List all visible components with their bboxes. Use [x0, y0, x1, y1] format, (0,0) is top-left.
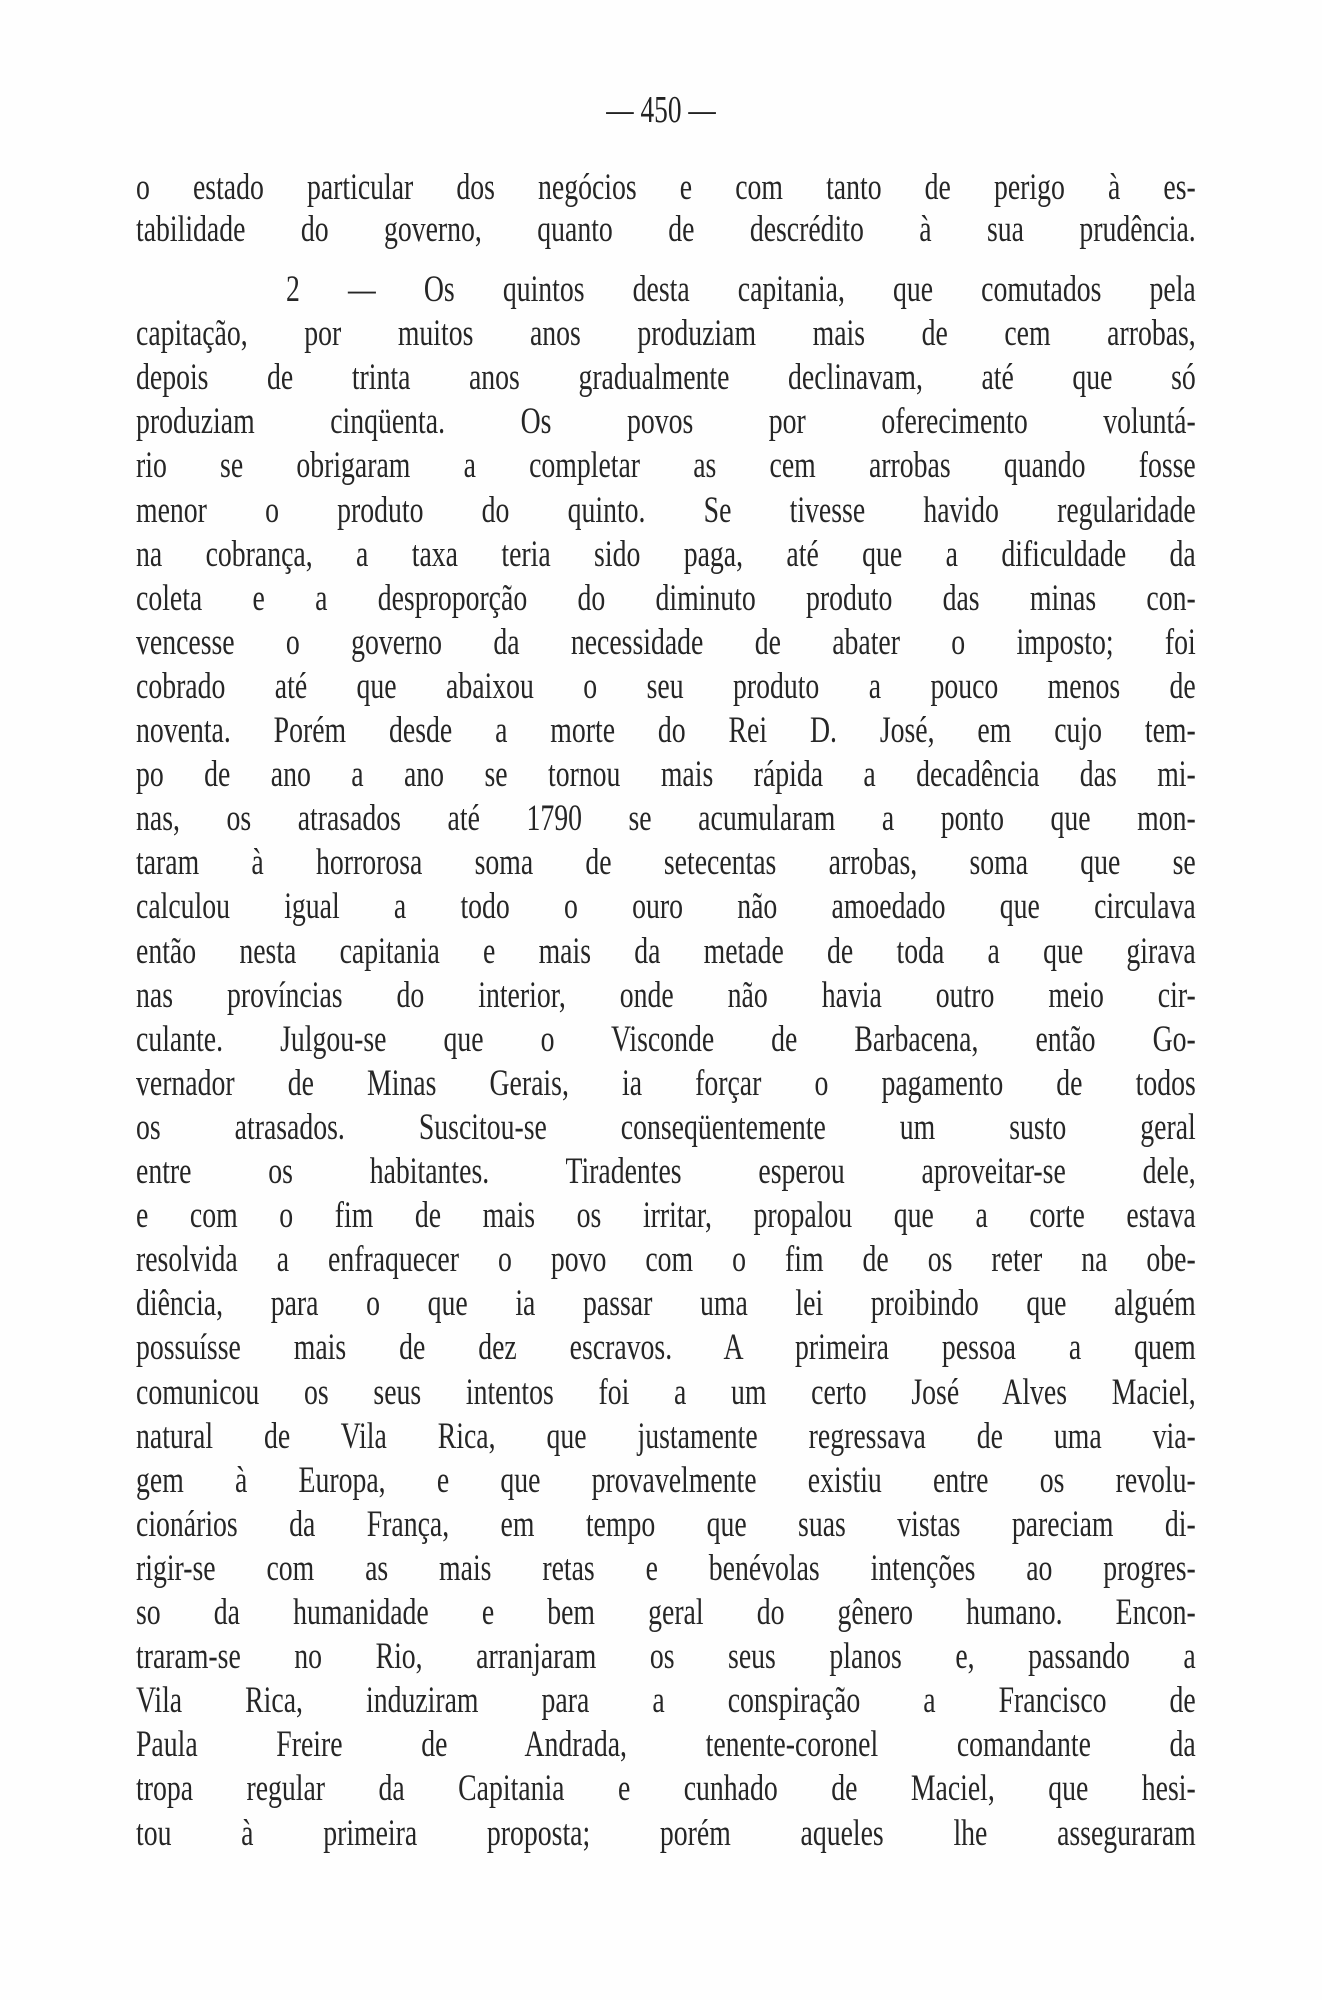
text-line	[136, 1194, 1196, 1238]
text-line	[136, 665, 1196, 709]
text-line	[136, 533, 1196, 577]
text-line	[136, 797, 1196, 841]
text-line-content: o estado particular dos negócios e com tanto de perigo à es-	[136, 167, 1196, 208]
text-line	[136, 356, 1196, 400]
page-number-text: — 450 —	[606, 89, 716, 131]
text-line	[136, 1503, 1196, 1547]
text-line	[136, 1459, 1196, 1503]
text-line	[136, 1062, 1196, 1106]
text-line	[136, 753, 1196, 797]
text-line-content: na cobrança, a taxa teria sido paga, até que a dificuldade da	[136, 533, 1196, 575]
text-line-content: po de ano a ano se tornou mais rápida a decadência das mi-	[136, 754, 1196, 796]
text-line	[136, 444, 1196, 488]
text-line-content: vernador de Minas Gerais, ia forçar o pagamento de todos	[136, 1062, 1196, 1104]
text-line	[136, 400, 1196, 444]
text-line-content: Paula Freire de Andrada, tenente-coronel comandante da	[136, 1724, 1196, 1766]
text-line-content: Vila Rica, induziram para a conspiração a Francisco de	[136, 1680, 1196, 1722]
text-line	[136, 1591, 1196, 1635]
text-line-content: tabilidade do governo, quanto de descrédito à sua prudência.	[136, 209, 1196, 250]
text-line-content: 2 — Os quintos desta capitania, que comutados pela	[286, 269, 1196, 310]
text-line	[136, 621, 1196, 665]
text-line-content: possuísse mais de dez escravos. A primeira pessoa a quem	[136, 1327, 1196, 1369]
text-line	[136, 1238, 1196, 1282]
text-line-content: rio se obrigaram a completar as cem arrobas quando fosse	[136, 445, 1196, 487]
text-line-content: nas províncias do interior, onde não havia outro meio cir-	[136, 974, 1196, 1016]
text-line-content: comunicou os seus intentos foi a um certo José Alves Maciel,	[136, 1371, 1196, 1413]
text-line	[136, 709, 1196, 753]
text-line	[136, 1635, 1196, 1679]
text-line-content: depois de trinta anos gradualmente declinavam, até que só	[136, 357, 1196, 399]
text-line	[136, 208, 1196, 252]
text-line-content: traram-se no Rio, arranjaram os seus planos e, passando a	[136, 1636, 1196, 1678]
text-line	[136, 1723, 1196, 1767]
text-line	[136, 1767, 1196, 1811]
text-line	[286, 268, 1196, 312]
text-line-content: gem à Europa, e que provavelmente existiu entre os revolu-	[136, 1459, 1196, 1501]
text-line	[136, 312, 1196, 356]
text-line	[136, 930, 1196, 974]
text-line-content: nas, os atrasados até 1790 se acumularam a ponto que mon-	[136, 798, 1196, 840]
text-line	[136, 166, 1196, 210]
text-line-content: resolvida a enfraquecer o povo com o fim de os reter na obe-	[136, 1239, 1196, 1281]
text-line	[136, 885, 1196, 929]
page-number	[0, 88, 1322, 132]
text-line-content: coleta e a desproporção do diminuto produto das minas con-	[136, 577, 1196, 619]
text-line-content: noventa. Porém desde a morte do Rei D. José, em cujo tem-	[136, 710, 1196, 751]
text-line-content: rigir-se com as mais retas e benévolas intenções ao progres-	[136, 1547, 1196, 1589]
text-line-content: tou à primeira proposta; porém aqueles lhe asseguraram	[136, 1812, 1196, 1854]
text-line-content: cobrado até que abaixou o seu produto a pouco menos de	[136, 665, 1196, 707]
text-line-content: natural de Vila Rica, que justamente regressava de uma via-	[136, 1415, 1196, 1457]
text-line	[136, 1415, 1196, 1459]
text-line	[136, 1371, 1196, 1415]
text-line	[136, 1679, 1196, 1723]
text-line-content: menor o produto do quinto. Se tivesse havido regularidade	[136, 489, 1196, 531]
text-line-content: os atrasados. Suscitou-se conseqüentemente um susto geral	[136, 1106, 1196, 1148]
text-line-content: culante. Julgou-se que o Visconde de Barbacena, então Go-	[136, 1018, 1196, 1060]
text-line	[136, 1150, 1196, 1194]
text-line	[136, 577, 1196, 621]
text-line	[136, 1812, 1196, 1856]
text-line	[136, 1106, 1196, 1150]
text-line	[136, 1018, 1196, 1062]
text-line	[136, 1282, 1196, 1326]
text-line-content: e com o fim de mais os irritar, propalou que a corte estava	[136, 1195, 1196, 1237]
text-line	[136, 974, 1196, 1018]
text-line-content: diência, para o que ia passar uma lei proibindo que alguém	[136, 1283, 1196, 1325]
text-line-content: so da humanidade e bem geral do gênero humano. Encon-	[136, 1592, 1196, 1633]
text-line	[136, 841, 1196, 885]
text-line-content: então nesta capitania e mais da metade de toda a que girava	[136, 930, 1196, 972]
text-line	[136, 489, 1196, 533]
text-line-content: entre os habitantes. Tiradentes esperou aproveitar-se dele,	[136, 1151, 1196, 1192]
text-line-content: produziam cinqüenta. Os povos por oferecimento voluntá-	[136, 401, 1196, 443]
text-line-content: tropa regular da Capitania e cunhado de Maciel, que hesi-	[136, 1768, 1196, 1810]
text-line	[136, 1547, 1196, 1591]
text-line-content: vencesse o governo da necessidade de abater o imposto; foi	[136, 621, 1196, 663]
text-line-content: taram à horrorosa soma de setecentas arrobas, soma que se	[136, 842, 1196, 884]
text-line-content: calculou igual a todo o ouro não amoedado que circulava	[136, 886, 1196, 928]
text-line-content: capitação, por muitos anos produziam mais de cem arrobas,	[136, 313, 1196, 355]
text-line	[136, 1326, 1196, 1370]
text-line-content: cionários da França, em tempo que suas vistas pareciam di-	[136, 1503, 1196, 1545]
